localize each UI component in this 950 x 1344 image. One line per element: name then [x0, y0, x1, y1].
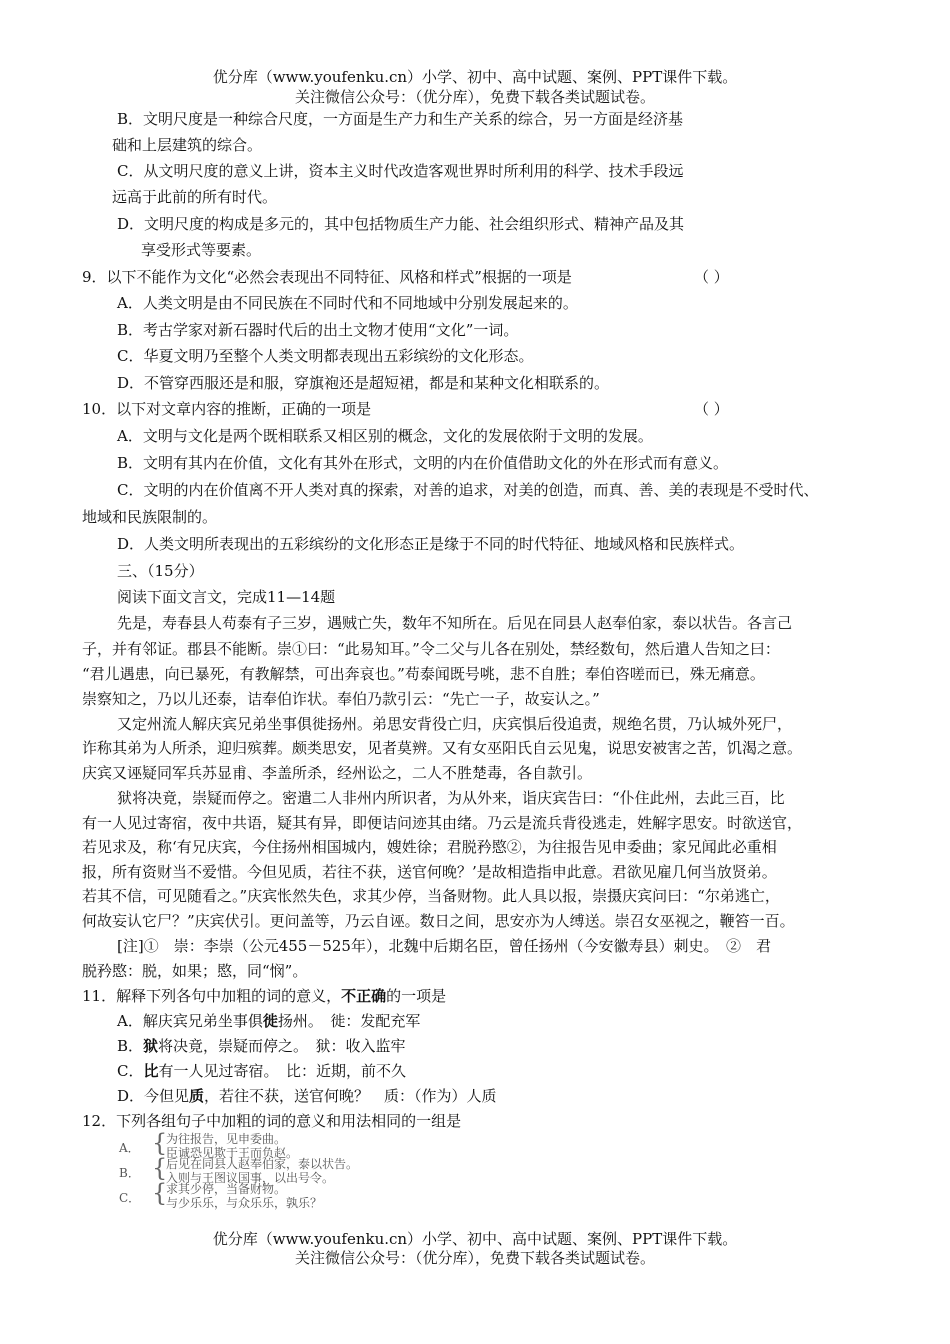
- q11-option-c-text: C．: [117, 1062, 144, 1080]
- q10-option-c-line1: C．文明的内在价值离不开人类对真的探索，对善的追求，对美的创造，而真、善、美的表现是不受时代、: [117, 481, 819, 499]
- q11-option-c-rest: 有一人见过寄宿。 比：近期，前不久: [158, 1062, 407, 1080]
- page-header-line1: 优分库（www.youfenku.cn）小学、初中、高中试题、案例、PPT课件下载。: [212, 68, 738, 86]
- q8-option-c-line2: 远高于此前的所有时代。: [112, 188, 278, 206]
- q8-option-b-line1: B．文明尺度是一种综合尺度，一方面是生产力和生产关系的综合，另一方面是经济基: [117, 110, 684, 128]
- q12-option-a-sentence1: 为往报告，见申委曲。: [166, 1132, 287, 1146]
- passage-p3-line: 何故妄认它尸？”庆宾伏引。更问盖等，乃云自诬。数日之间，思安亦为人缚送。崇召女巫视之，鞭笞一百。: [82, 912, 795, 930]
- q8-option-d-line2: 享受形式等要素。: [141, 241, 262, 259]
- passage-note-line2: 脱矜愍：脱，如果；愍，同“悯”。: [82, 962, 308, 980]
- passage-p3-line: 若见求及，称‘有兄庆宾，今住扬州相国城内，嫂姓徐；君脱矜愍②，为往报告见申委曲；家兄闻此必重相: [82, 838, 777, 856]
- q10-option-d: D．人类文明所表现出的五彩缤纷的文化形态正是缘于不同的时代特征、地域风格和民族样式。: [117, 535, 745, 553]
- q12-option-c-sentence1: 求其少停，当备财物。: [166, 1182, 287, 1196]
- brace-icon: {: [152, 1154, 168, 1182]
- passage-p3-line: 有一人见过寄宿，夜中共语，疑其有异，即便诘问迹其由绪。乃云是流兵背役逃走，姓解字思安。时欲送官，: [82, 814, 803, 832]
- passage-p2-line: 又定州流人解庆宾兄弟坐事俱徙扬州。弟思安背役亡归，庆宾惧后役追责，规绝名贯，乃认城外死尸，: [117, 715, 793, 733]
- q12-stem: 12．下列各组句子中加粗的词的意义和用法相同的一组是: [82, 1112, 462, 1130]
- q9-option-b: B．考古学家对新石器时代后的出土文物才使用“文化”一词。: [117, 321, 519, 339]
- q8-option-d-line1: D．文明尺度的构成是多元的，其中包括物质生产力能、社会组织形式、精神产品及其: [117, 215, 685, 233]
- q10-option-b: B．文明有其内在价值，文化有其外在形式，文明的内在价值借助文化的外在形式而有意义。: [117, 454, 729, 472]
- passage-p1-line: “君儿遇患，向已暴死，有教解禁，可出奔哀也。”苟泰闻既号咷，悲不自胜；奉伯咨嗟而已，殊无痛意。: [82, 665, 765, 683]
- q10-answer-paren: （ ）: [694, 400, 729, 418]
- passage-p1-line: 崇察知之，乃以儿还泰，诘奉伯诈状。奉伯乃款引云：“先亡一子，故妄认之。”: [82, 690, 600, 708]
- q11-option-b-text: B．: [117, 1037, 144, 1055]
- q11-option-a-text: A．解庆宾兄弟坐事俱: [117, 1012, 263, 1030]
- q12-option-b-sentence2: 入则与王图议国事，以出号令。: [166, 1171, 335, 1185]
- q9-stem: 9．以下不能作为文化“必然会表现出不同特征、风格和样式”根据的一项是: [82, 268, 572, 286]
- q12-option-a-sentence2: 臣诚恐见欺于王而负赵。: [166, 1146, 299, 1160]
- q11-option-d-word: 质: [189, 1087, 205, 1105]
- q11-option-a: [117, 1010, 420, 1032]
- passage-p1-line: 先是，寿春县人苟泰有子三岁，遇贼亡失，数年不知所在。后见在同县人赵奉伯家，泰以状告。各言己: [117, 614, 793, 632]
- q8-option-c-line1: C．从文明尺度的意义上讲，资本主义时代改造客观世界时所利用的科学、技术手段远: [117, 162, 684, 180]
- q11-stem-emphasis: 不正确: [341, 987, 387, 1005]
- passage-p2-line: 诈称其弟为人所杀，迎归殡葬。颇类思安，见者莫辨。又有女巫阳氏自云见鬼，说思安被害之苦，饥渴之意。: [82, 739, 803, 757]
- passage-p2-line: 庆宾又诬疑同军兵苏显甫、李盖所杀，经州讼之，二人不胜楚毒，各自款引。: [82, 764, 593, 782]
- q11-stem: [82, 985, 446, 1007]
- passage-p1-line: 子，并有邻证。郡县不能断。崇①曰：“此易知耳。”令二父与儿各在别处，禁经数旬，然后遣人告知之曰：: [82, 640, 780, 658]
- q11-stem-text-end: 的一项是: [386, 987, 447, 1005]
- brace-icon: {: [152, 1179, 168, 1207]
- q9-option-a: A．人类文明是由不同民族在不同时代和不同地域中分别发展起来的。: [117, 294, 578, 312]
- q11-option-c: [117, 1060, 406, 1082]
- q11-option-d: [117, 1085, 497, 1107]
- q11-stem-text: 11．解释下列各句中加粗的词的意义，: [82, 987, 342, 1005]
- passage-p3-line: 报，所有资财当不爱惜。今但见质，若往不获，送官何晚？’是故相造指申此意。君欲见雇几何当放贤弟。: [82, 863, 777, 881]
- page-footer-line1: 优分库（www.youfenku.cn）小学、初中、高中试题、案例、PPT课件下载。: [212, 1230, 738, 1248]
- section3-instruction: 阅读下面文言文，完成11—14题: [117, 588, 336, 606]
- passage-note-line1: [注]① 崇：李崇（公元455－525年），北魏中后期名臣，曾任扬州（今安徽寿县）刺史。 ② 君: [117, 937, 771, 955]
- passage-p3-line: 若其不信，可见随看之。”庆宾怅然失色，求其少停，当备财物。此人具以报，崇摄庆宾问曰：“尔弟逃亡，: [82, 887, 780, 905]
- q10-option-c-line2: 地域和民族限制的。: [82, 508, 218, 526]
- q9-answer-paren: （ ）: [694, 268, 729, 286]
- page-header-line2: 关注微信公众号：（优分库），免费下载各类试题试卷。: [294, 88, 655, 106]
- q12-option-b-label: B．: [119, 1166, 140, 1180]
- page-footer-line2: 关注微信公众号：（优分库），免费下载各类试题试卷。: [294, 1249, 655, 1267]
- q12-option-c-label: C．: [119, 1191, 141, 1205]
- q11-option-a-word: 徙: [262, 1012, 278, 1030]
- brace-icon: {: [152, 1129, 168, 1157]
- q11-option-b-word: 狱: [143, 1037, 159, 1055]
- section3-title: 三、（15分）: [117, 562, 204, 580]
- q12-option-b-sentence1: 后见在同县人赵奉伯家，泰以状告。: [166, 1157, 359, 1171]
- q10-stem: 10．以下对文章内容的推断，正确的一项是: [82, 400, 372, 418]
- q9-option-c: C．华夏文明乃至整个人类文明都表现出五彩缤纷的文化形态。: [117, 347, 534, 365]
- passage-p3-line: 狱将决竟，崇疑而停之。密遣二人非州内所识者，为从外来，诣庆宾告曰：“仆住此州，去此三百，比: [117, 789, 785, 807]
- q11-option-a-rest: 扬州。 徙：发配充军: [277, 1012, 421, 1030]
- q11-option-b: [117, 1035, 406, 1057]
- q12-option-c-sentence2: 与少乐乐，与众乐乐，孰乐？: [166, 1196, 323, 1210]
- q9-option-d: D．不管穿西服还是和服，穿旗袍还是超短裙，都是和某种文化相联系的。: [117, 374, 610, 392]
- q11-option-d-text: D．今但见: [117, 1087, 190, 1105]
- q8-option-b-line2: 础和上层建筑的综合。: [112, 136, 263, 154]
- q11-option-d-rest: ，若往不获，送官何晚？ 质：（作为）人质: [204, 1087, 497, 1105]
- q12-option-a-label: A．: [119, 1141, 140, 1155]
- q10-option-a: A．文明与文化是两个既相联系又相区别的概念，文化的发展依附于文明的发展。: [117, 427, 653, 445]
- q11-option-b-rest: 将决竟，崇疑而停之。 狱：收入监牢: [158, 1037, 406, 1055]
- q11-option-c-word: 比: [143, 1062, 159, 1080]
